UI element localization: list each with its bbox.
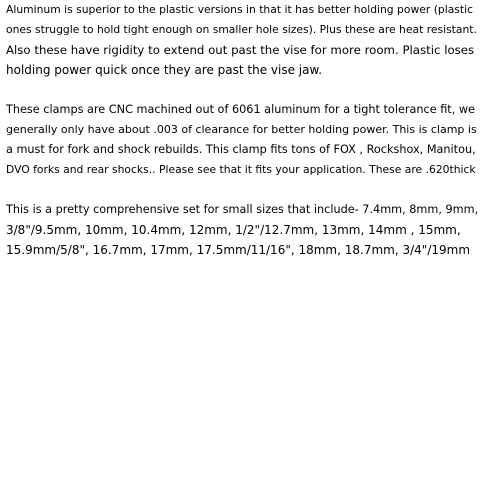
text-line: Aluminum is superior to the plastic versions in that it has better holding power (plastic	[6, 3, 474, 16]
paragraph-aluminum-benefits	[6, 0, 478, 80]
text-line: 3/8"/9.5mm, 10mm, 10.4mm, 12mm, 1/2"/12.7mm, 13mm, 14mm , 15mm,	[6, 223, 461, 237]
text-line: a must for fork and shock rebuilds. This clamp fits tons of FOX , Rockshox, Manitou,	[6, 143, 476, 156]
text-line: These clamps are CNC machined out of 6061 aluminum for a tight tolerance fit, we	[6, 103, 475, 116]
text-line: generally only have about .003 of clearance for better holding power. This is clamp is	[6, 123, 477, 136]
paragraph-spacer	[6, 180, 478, 200]
paragraph-cnc-machining	[6, 100, 478, 180]
text-line: 15.9mm/5/8", 16.7mm, 17mm, 17.5mm/11/16", 18mm, 18.7mm, 3/4"/19mm	[6, 243, 471, 257]
text-line: ones struggle to hold tight enough on smaller hole sizes). Plus these are heat resistant.	[6, 23, 477, 36]
text-line: Also these have rigidity to extend out past the vise for more room. Plastic loses	[6, 43, 475, 57]
paragraph-spacer	[6, 80, 478, 100]
product-description	[6, 0, 478, 260]
text-line: This is a pretty comprehensive set for small sizes that include- 7.4mm, 8mm, 9mm,	[6, 203, 478, 216]
paragraph-size-list	[6, 200, 478, 260]
text-line: holding power quick once they are past the vise jaw.	[6, 63, 323, 77]
text-line: DVO forks and rear shocks.. Please see that it fits your application. These are .620thick	[6, 163, 476, 176]
